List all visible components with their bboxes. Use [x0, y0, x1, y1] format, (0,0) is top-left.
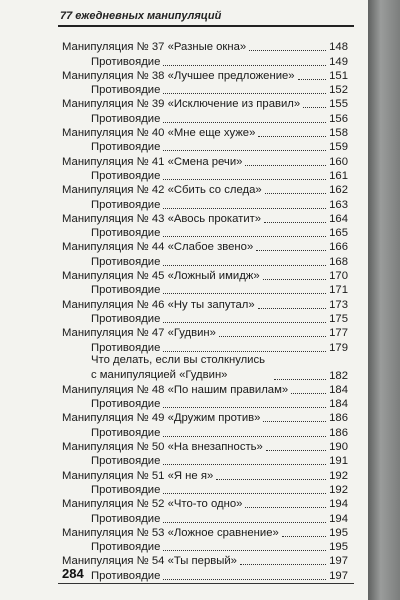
- toc-page-number: 173: [329, 298, 348, 311]
- toc-entry-title: Манипуляция № 39 «Исключение из правил»: [62, 98, 301, 111]
- toc-entry: [62, 468, 348, 482]
- toc-entry-title: Противоядие: [91, 198, 161, 211]
- toc-entry: [62, 497, 348, 511]
- toc-page-number: 195: [329, 541, 348, 554]
- dot-leader: [163, 292, 326, 294]
- toc-subentry: [62, 483, 348, 497]
- toc-page-number: 148: [329, 41, 348, 54]
- toc-page-number: 149: [329, 55, 348, 68]
- toc-subentry: [62, 454, 348, 468]
- toc-entry-title: Манипуляция № 37 «Разные окна»: [62, 41, 247, 54]
- book-spine-edge: [368, 0, 400, 600]
- toc-page-number: 192: [329, 469, 348, 482]
- dot-leader: [163, 435, 326, 437]
- running-head: 77 ежедневных манипуляций: [60, 10, 222, 22]
- dot-leader: [163, 207, 326, 209]
- dot-leader: [245, 506, 326, 508]
- dot-leader: [163, 549, 326, 551]
- toc-page-number: 160: [329, 155, 348, 168]
- toc-entry-title: Манипуляция № 53 «Ложное сравнение»: [62, 526, 279, 539]
- toc-subentry: [62, 83, 348, 97]
- toc-entry: [62, 526, 348, 540]
- toc-subentry: [62, 312, 348, 326]
- toc-entry-title: Противоядие: [91, 512, 161, 525]
- toc-entry-title: Манипуляция № 42 «Сбить со следа»: [62, 184, 262, 197]
- toc-subentry: [62, 425, 348, 439]
- toc-page-number: 197: [329, 555, 348, 568]
- toc-entry-title: Манипуляция № 54 «Ты первый»: [62, 555, 237, 568]
- toc-page-number: 166: [329, 241, 348, 254]
- toc-entry-title: Манипуляция № 49 «Дружим против»: [62, 412, 261, 425]
- toc-entry-title: Противоядие: [91, 541, 161, 554]
- toc-entry: [62, 97, 348, 111]
- toc-entry-title: Противоядие: [91, 255, 161, 268]
- dot-leader: [258, 135, 326, 137]
- toc-entry-title: Противоядие: [91, 455, 161, 468]
- toc-entry-title: Противоядие: [91, 112, 161, 125]
- dot-leader: [291, 392, 326, 394]
- toc-page-number: 159: [329, 141, 348, 154]
- toc-entry-title: Манипуляция № 52 «Что-то одно»: [62, 498, 243, 511]
- header-rule: [58, 25, 354, 27]
- toc-entry-title: Противоядие: [91, 55, 161, 68]
- toc-page-number: 190: [329, 441, 348, 454]
- toc-subentry: [62, 540, 348, 554]
- dot-leader: [163, 521, 326, 523]
- toc-entry-title: Манипуляция № 48 «По нашим правилам»: [62, 383, 289, 396]
- toc-subentry: [62, 397, 348, 411]
- toc-page-number: 177: [329, 327, 348, 340]
- toc-page-number: 171: [329, 284, 348, 297]
- toc-subentry: [62, 283, 348, 297]
- toc-entry-title: Противоядие: [91, 398, 161, 411]
- toc-page-number: 179: [329, 341, 348, 354]
- toc-subentry: [62, 111, 348, 125]
- toc-subentry: [62, 568, 348, 582]
- dot-leader: [163, 492, 326, 494]
- dot-leader: [258, 307, 326, 309]
- toc-entry-title: Манипуляция № 41 «Смена речи»: [62, 155, 243, 168]
- dot-leader: [163, 463, 326, 465]
- toc-entry: [62, 183, 348, 197]
- dot-leader: [163, 92, 326, 94]
- toc-page-number: 182: [329, 369, 348, 382]
- toc-entry-title: Противоядие: [91, 483, 161, 496]
- toc-page-number: 163: [329, 198, 348, 211]
- toc-page-number: 156: [329, 112, 348, 125]
- toc-page-number: 184: [329, 398, 348, 411]
- toc-entry-title: Манипуляция № 50 «На внезапность»: [62, 441, 263, 454]
- toc-subentry: [62, 226, 348, 240]
- toc-page-number: 155: [329, 98, 348, 111]
- toc-subentry: [62, 140, 348, 154]
- toc-page-number: 184: [329, 383, 348, 396]
- toc-entry: [62, 326, 348, 340]
- toc-entry-title: Противоядие: [91, 169, 161, 182]
- toc-entry-title: Манипуляция № 46 «Ну ты запутал»: [62, 298, 255, 311]
- toc-page-number: 195: [329, 526, 348, 539]
- toc-entry: [62, 212, 348, 226]
- dot-leader: [274, 378, 326, 380]
- toc-entry: [62, 269, 348, 283]
- dot-leader: [163, 64, 326, 66]
- dot-leader: [282, 535, 326, 537]
- toc-page-number: 152: [329, 84, 348, 97]
- toc-page-number: 170: [329, 270, 348, 283]
- dot-leader: [256, 249, 326, 251]
- toc-entry: [62, 69, 348, 83]
- toc-subentry: [62, 355, 348, 383]
- dot-leader: [264, 221, 326, 223]
- dot-leader: [163, 149, 326, 151]
- toc-entry: [62, 411, 348, 425]
- toc-entry-title: Манипуляция № 51 «Я не я»: [62, 469, 214, 482]
- toc-entry: [62, 383, 348, 397]
- toc-subentry: [62, 54, 348, 68]
- toc-entry-title: Манипуляция № 44 «Слабое звено»: [62, 241, 254, 254]
- toc-entry: [62, 554, 348, 568]
- toc-entry: [62, 40, 348, 54]
- toc-entry-title: Противоядие: [91, 569, 161, 582]
- toc-page-number: 192: [329, 483, 348, 496]
- toc-page-number: 158: [329, 127, 348, 140]
- toc-entry-title: Манипуляция № 45 «Ложный имидж»: [62, 270, 260, 283]
- toc-entry: [62, 297, 348, 311]
- dot-leader: [263, 420, 326, 422]
- toc-subentry: [62, 197, 348, 211]
- dot-leader: [163, 235, 326, 237]
- dot-leader: [163, 321, 326, 323]
- page-number: 284: [62, 566, 84, 581]
- toc-entry-title: Манипуляция № 43 «Авось прокатит»: [62, 212, 262, 225]
- toc-entry-title: Манипуляция № 40 «Мне еще хуже»: [62, 127, 256, 140]
- toc-entry: [62, 240, 348, 254]
- dot-leader: [163, 121, 326, 123]
- toc-page-number: 197: [329, 569, 348, 582]
- toc-page-number: 194: [329, 512, 348, 525]
- footer-rule: [58, 583, 354, 584]
- dot-leader: [163, 406, 326, 408]
- dot-leader: [263, 278, 326, 280]
- toc-entry-title: Манипуляция № 38 «Лучшее предложение»: [62, 69, 295, 82]
- toc-entry-title: Манипуляция № 47 «Гудвин»: [62, 327, 216, 340]
- toc-entry-title: Противоядие: [91, 227, 161, 240]
- toc-subentry: [62, 169, 348, 183]
- toc-page-number: 165: [329, 227, 348, 240]
- toc-entry: [62, 440, 348, 454]
- toc-entry: [62, 154, 348, 168]
- dot-leader: [265, 192, 326, 194]
- dot-leader: [245, 164, 326, 166]
- toc-entry-title: Противоядие: [91, 312, 161, 325]
- toc-subentry: [62, 254, 348, 268]
- toc-subentry: [62, 511, 348, 525]
- dot-leader: [163, 178, 326, 180]
- toc-entry-title: Что делать, если вы столкнулись с манипуляцией «Гудвин»: [91, 353, 266, 381]
- toc-page-number: 151: [329, 69, 348, 82]
- toc-page-number: 186: [329, 426, 348, 439]
- toc-entry: [62, 126, 348, 140]
- toc-entry-title: Противоядие: [91, 84, 161, 97]
- dot-leader: [298, 78, 326, 80]
- toc-page-number: 168: [329, 255, 348, 268]
- toc-entry-title: Противоядие: [91, 426, 161, 439]
- toc-page-number: 186: [329, 412, 348, 425]
- dot-leader: [163, 264, 326, 266]
- toc-entry-title: Противоядие: [91, 284, 161, 297]
- dot-leader: [249, 49, 326, 51]
- toc-page-number: 162: [329, 184, 348, 197]
- toc-page-number: 161: [329, 169, 348, 182]
- dot-leader: [219, 335, 326, 337]
- dot-leader: [303, 106, 326, 108]
- toc-page-number: 164: [329, 212, 348, 225]
- dot-leader: [240, 563, 326, 565]
- toc-entry-title: Противоядие: [91, 341, 161, 354]
- dot-leader: [266, 449, 326, 451]
- dot-leader: [163, 350, 326, 352]
- dot-leader: [163, 578, 326, 580]
- toc-entry-title: Противоядие: [91, 141, 161, 154]
- toc-page-number: 191: [329, 455, 348, 468]
- toc-page-number: 194: [329, 498, 348, 511]
- toc-page-number: 175: [329, 312, 348, 325]
- table-of-contents: [62, 40, 348, 583]
- dot-leader: [216, 478, 326, 480]
